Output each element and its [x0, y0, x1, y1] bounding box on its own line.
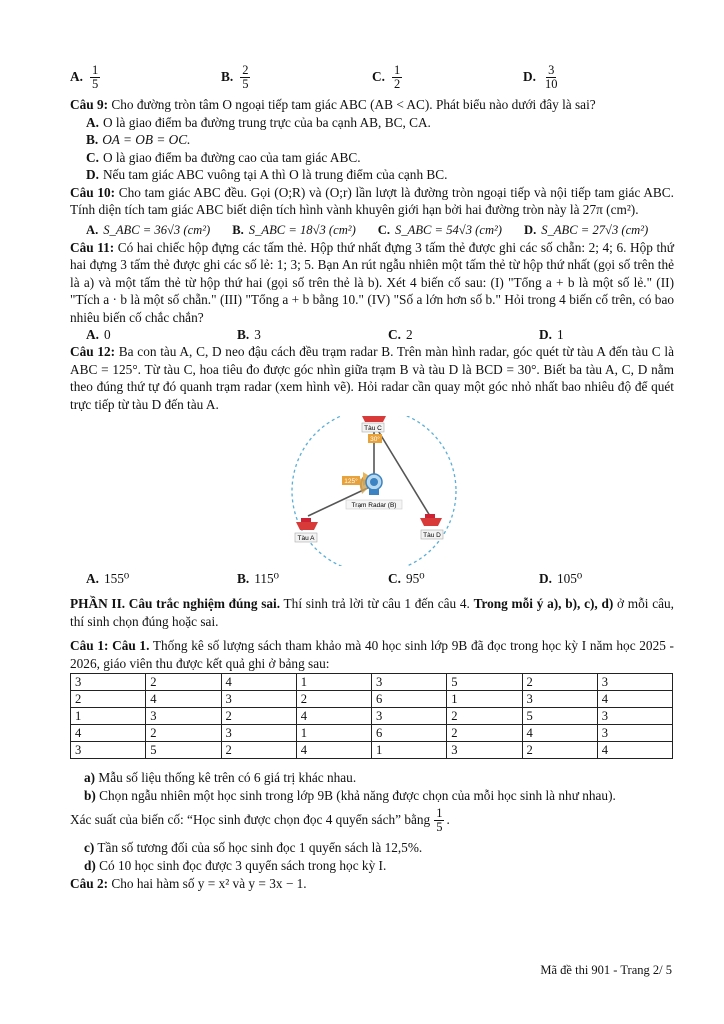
table-cell: 1 [71, 708, 146, 725]
table-cell: 3 [372, 674, 447, 691]
q8-answer-a: A. $\frac{1}{5}$ [70, 62, 99, 91]
table-cell: 3 [597, 725, 672, 742]
exam-page [70, 58, 674, 893]
table-cell: 5 [146, 742, 221, 759]
ship-a-label: Tàu A [297, 535, 315, 542]
q8-answer-c: C. $\frac{1}{2}$ [372, 62, 401, 91]
angle-b-label: 125° [344, 478, 358, 485]
q10-option-c: C. S_ABC = 54√3 (cm²) [377, 222, 503, 237]
table-cell: 1 [372, 742, 447, 759]
question-9: Câu 9: Cho đường tròn tâm O ngoại tiếp tam giác ABC (AB < AC). Phát biểu nào dưới đây là sai? [70, 97, 596, 112]
ship-a-icon [296, 518, 318, 530]
table-cell: 3 [71, 674, 146, 691]
q8-answer-d: D. $\frac{3}{10}$ [523, 62, 558, 91]
table-cell: 2 [221, 742, 296, 759]
table-cell: 4 [597, 691, 672, 708]
part2-question-2: Câu 2: Cho hai hàm số y = x² và y = 3x − 1. [70, 876, 307, 891]
table-cell: 1 [296, 725, 371, 742]
table-cell: 6 [372, 725, 447, 742]
q11-option-a: A. 0 [86, 327, 111, 342]
table-cell: 4 [221, 674, 296, 691]
table-cell: 4 [71, 725, 146, 742]
part2-question-1: Câu 1: Câu 1. Thống kê số lượng sách tham khảo mà 40 học sinh lớp 9B đã đọc trong học kỳ I năm học 2025 - 2026, giáo viên thu được kết quả ghi ở bảng sau: [70, 638, 674, 671]
table-cell: 2 [296, 691, 371, 708]
q12-option-b: B. 115⁰ [237, 571, 279, 586]
part2-heading: PHẦN II. Câu trắc nghiệm đúng sai. Thí sinh trả lời từ câu 1 đến câu 4. Trong mỗi ý a), b), c), d) ở mỗi câu, thí sinh chọn đúng hoặc sai. [70, 596, 675, 629]
table-cell: 3 [447, 742, 522, 759]
table-cell: 2 [71, 691, 146, 708]
q12-option-c: C. 95⁰ [388, 571, 425, 586]
ship-d-label: Tàu D [423, 532, 441, 539]
fraction: $\frac{3}{10}$ [544, 62, 558, 91]
table-cell: 3 [146, 708, 221, 725]
fraction: $\frac{2}{5}$ [242, 62, 249, 91]
ship-c-label: Tàu C [364, 425, 382, 432]
table-cell: 1 [447, 691, 522, 708]
table-cell: 2 [447, 708, 522, 725]
q12-option-a: A. 155⁰ [86, 571, 130, 586]
table-cell: 3 [597, 674, 672, 691]
table-cell: 4 [146, 691, 221, 708]
statement-b: b) Chọn ngẫu nhiên một học sinh trong lớp 9B (khả năng được chọn của mỗi học sinh là như nhau). [84, 788, 616, 803]
table-cell: 3 [522, 691, 597, 708]
table-cell: 5 [522, 708, 597, 725]
table-row [71, 708, 673, 725]
q9-option-a: A. O là giao điểm ba đường trung trực của ba cạnh AB, BC, CA. [86, 114, 431, 130]
statement-d: d) Có 10 học sinh đọc được 3 quyển sách trong học kỳ I. [84, 858, 387, 873]
q10-option-b: B. S_ABC = 18√3 (cm²) [232, 222, 356, 237]
table-row [71, 725, 673, 742]
table-cell: 2 [522, 742, 597, 759]
fraction: $\frac{1}{2}$ [393, 62, 401, 91]
table-cell: 3 [372, 708, 447, 725]
table-cell: 6 [372, 691, 447, 708]
radar-diagram [70, 416, 674, 566]
question-10: Câu 10: Cho tam giác ABC đều. Gọi (O;R) và (O;r) lần lượt là đường tròn ngoại tiếp và nội tiếp tam giác ABC. Tính diện tích tam giác ABC biết diện tích hình vành khuyên giới hạn bởi hai đường tròn này là 27π (cm²). [70, 184, 674, 217]
table-cell: 2 [146, 674, 221, 691]
table-cell: 1 [296, 674, 371, 691]
q10-answers [70, 222, 674, 239]
statement-c: c) Tần số tương đối của số học sinh đọc 1 quyển sách là 12,5%. [84, 840, 423, 855]
table-row [71, 674, 673, 691]
data-table [70, 673, 673, 759]
table-cell: 2 [522, 674, 597, 691]
page-footer: Mã đề thi 901 - Trang 2/ 5 [540, 963, 672, 977]
q11-answers [70, 326, 674, 343]
question-11: Câu 11: Có hai chiếc hộp đựng các tấm thẻ. Hộp thứ nhất đựng 3 tấm thẻ được ghi các số chẵn: 2; 4; 6. Hộp thứ hai đựng 3 tấm thẻ được ghi các số lẻ: 1; 3; 5. Bạn An rút ngẫu nhiên một tấm thẻ từ hộp thứ nhất (gọi số trên thẻ là a) và một tấm thẻ từ hộp thứ hai (gọi số trên thẻ là b). Xét 4 biến cố sau: (I) "Tổng a + b là một số lẻ." (II) "Tích a · b là một số chẵn." (III) "Tổng a + b bằng 10." (IV) "Số a lớn hơn số b." Hỏi trong 4 biến cố trên, có bao nhiêu biến cố chắc chắn? [70, 239, 674, 325]
table-cell: 2 [221, 708, 296, 725]
q8-answer-b: B. $\frac{2}{5}$ [221, 62, 249, 91]
q10-option-a: A. S_ABC = 36√3 (cm²) [86, 222, 211, 237]
table-cell: 4 [597, 742, 672, 759]
table-cell: 2 [146, 725, 221, 742]
q9-option-b: B. OA = OB = OC. [86, 132, 191, 147]
q9-option-c: C. O là giao điểm ba đường cao của tam giác ABC. [86, 149, 361, 165]
q11-option-c: C. 2 [388, 327, 413, 342]
q12-answers [70, 568, 674, 587]
radar-figure [70, 416, 674, 566]
q8-answers [70, 58, 674, 96]
q10-option-d: D. S_ABC = 27√3 (cm²) [524, 222, 649, 237]
table-cell: 4 [522, 725, 597, 742]
q9-option-d: D. Nếu tam giác ABC vuông tại A thì O là trung điểm của cạnh BC. [86, 167, 448, 182]
table-cell: 4 [296, 708, 371, 725]
table-cell: 2 [447, 725, 522, 742]
station-label: Trạm Radar (B) [351, 502, 397, 509]
table-cell: 4 [296, 742, 371, 759]
q12-option-d: D. 105⁰ [539, 571, 583, 586]
statement-b-cont: Xác suất của biến cố: “Học sinh được chọn đọc 4 quyển sách” bằng $\frac{1}{5}$ . [70, 805, 450, 834]
table-cell: 3 [71, 742, 146, 759]
question-12: Câu 12: Ba con tàu A, C, D neo đậu cách đều trạm radar B. Trên màn hình radar, góc quét từ tàu A đến tàu C là ABC = 125°. Từ tàu C, hoa tiêu đo được góc nhìn giữa trạm B và tàu D là BCD = 30°. Biết ba tàu A, C, D nằm theo đúng thứ tự đó quanh trạm radar (xem hình vẽ). Hỏi radar cần quay một góc nhỏ nhất bao nhiêu độ để quét trực tiếp từ tàu D đến tàu A. [70, 344, 674, 412]
ship-c-icon [361, 416, 387, 422]
table-cell: 3 [221, 691, 296, 708]
radar-station-icon [358, 472, 382, 495]
q11-option-d: D. 1 [539, 327, 564, 342]
table-cell: 5 [447, 674, 522, 691]
q11-option-b: B. 3 [237, 327, 261, 342]
table-row [71, 742, 673, 759]
angle-c-label: 30° [370, 436, 380, 443]
fraction: $\frac{1}{5}$ [91, 62, 99, 91]
ship-d-icon [420, 514, 442, 526]
statement-a: a) Mẫu số liệu thống kê trên có 6 giá trị khác nhau. [84, 770, 357, 785]
fraction: $\frac{1}{5}$ [436, 805, 443, 834]
table-cell: 3 [597, 708, 672, 725]
table-cell: 3 [221, 725, 296, 742]
table-row [71, 691, 673, 708]
